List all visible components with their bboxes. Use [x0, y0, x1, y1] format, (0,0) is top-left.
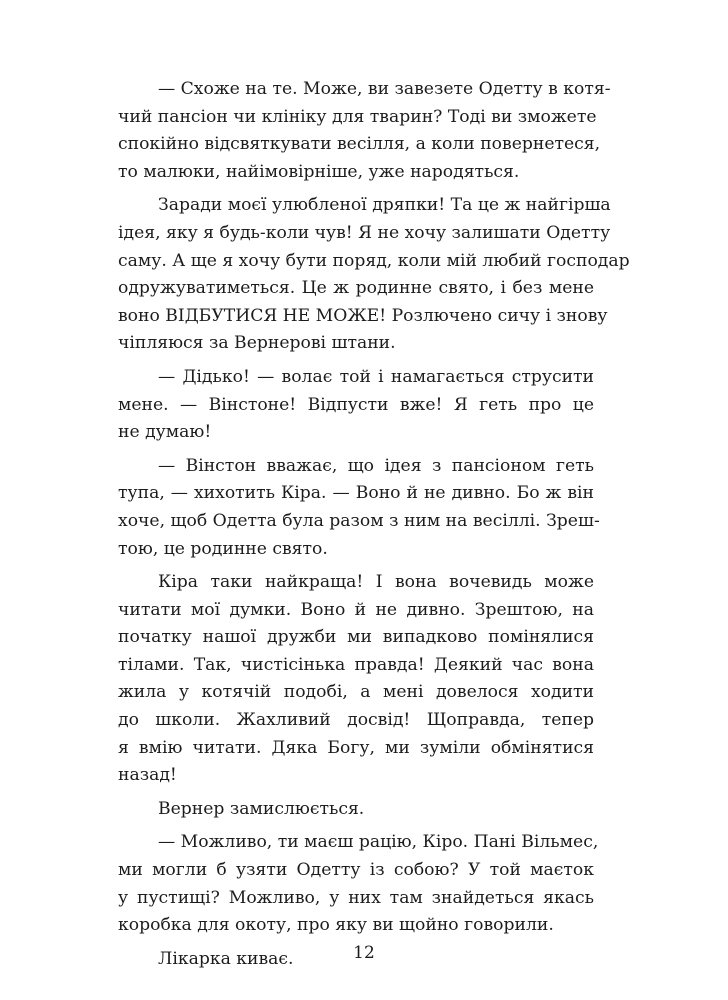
text-line: Вернер замислюється. — [158, 798, 365, 819]
paragraph — [118, 453, 600, 563]
text-line: назад! — [118, 765, 177, 786]
paragraph — [118, 796, 594, 824]
text-line: — Схоже на те. Може, ви завезете Одетту в котя- — [158, 79, 611, 99]
text-line: воно ВІДБУТИСЯ НЕ МОЖЕ! Розлючено сичу і знову — [118, 305, 608, 326]
text-line: читати мої думки. Воно й не дивно. Зрештою, на — [118, 599, 594, 620]
text-line: — Можливо, ти маєш рацію, Кіро. Пані Вільмес, — [158, 832, 599, 853]
text-line: не думаю! — [118, 422, 212, 443]
text-line: Заради моєї улюбленої дряпки! Та це ж найгірша — [158, 195, 611, 216]
text-line: — Вінстон вважає, що ідея з пансіоном геть — [158, 455, 594, 476]
paragraph — [118, 829, 599, 939]
text-line: чий пансіон чи клініку для тварин? Тоді ви зможете — [118, 106, 597, 127]
paragraph — [118, 569, 594, 790]
text-line: тою, це родинне свято. — [118, 538, 328, 559]
text-line: коробка для окоту, про яку ви щойно говорили. — [118, 915, 554, 936]
text-line: ми могли б узяти Одетту із собою? У той маєток — [118, 860, 594, 881]
text-line: до школи. Жахливий досвід! Щоправда, тепер — [118, 710, 594, 731]
paragraph — [118, 192, 630, 358]
text-line: тілами. Так, чистісінька правда! Деякий час вона — [118, 654, 594, 675]
text-line: тупа, — хихотить Кіра. — Воно й не дивно. Бо ж він — [118, 483, 594, 504]
text-line: саму. А ще я хочу бути поряд, коли мій любий господар — [118, 250, 630, 271]
text-line: то малюки, найімовірніше, уже народяться. — [118, 161, 520, 182]
text-line: жила у котячій подобі, а мені довелося ходити — [118, 682, 594, 703]
text-line: мене. — Вінстоне! Відпусти вже! Я геть про це — [118, 394, 594, 415]
page-number: 12 — [353, 943, 375, 963]
text-line: — Дідько! — волає той і намагається струсити — [158, 366, 594, 387]
text-line: спокійно відсвяткувати весілля, а коли повернетеся, — [118, 134, 601, 155]
text-line: у пустищі? Можливо, у них там знайдеться якась — [118, 887, 594, 908]
text-line: одружуватиметься. Це ж родинне свято, і без мене — [118, 278, 594, 299]
text-line: ідея, яку я будь-коли чув! Я не хочу залишати Одетту — [118, 222, 611, 243]
text-line: початку нашої дружби ми випадково помінялися — [118, 627, 594, 648]
text-line: чіпляюся за Вернерові штани. — [118, 333, 396, 354]
paragraph — [118, 364, 594, 447]
text-line: Лікарка киває. — [158, 948, 294, 969]
body-text — [118, 76, 630, 973]
text-line: Кіра таки найкраща! І вона вочевидь може — [158, 572, 594, 593]
text-line: я вмію читати. Дяка Богу, ми зуміли обмінятися — [118, 737, 594, 758]
text-line: хоче, щоб Одетта була разом з ним на весіллі. Зреш- — [118, 510, 600, 531]
paragraph — [118, 76, 611, 186]
